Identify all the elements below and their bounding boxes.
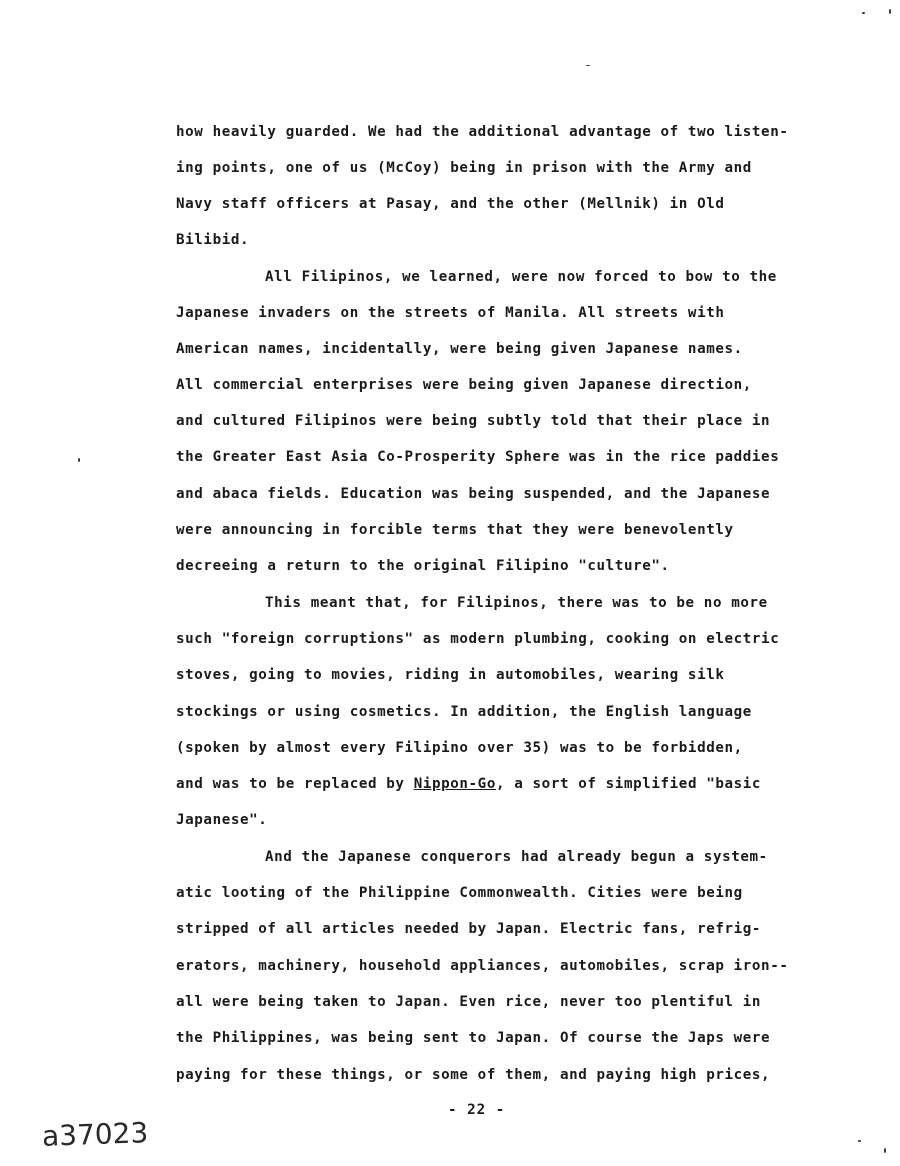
scan-speck: [862, 12, 865, 14]
scan-speck: [884, 1148, 886, 1153]
page-number: - 22 -: [448, 1102, 506, 1118]
text-line: All commercial enterprises were being given Japanese direction,: [176, 377, 752, 393]
text-segment: and was to be replaced by: [176, 776, 414, 792]
text-segment: , a sort of simplified "basic: [495, 776, 762, 792]
scan-speck: [858, 1140, 861, 1142]
text-line: paying for these things, or some of them, and paying high prices,: [176, 1067, 771, 1083]
text-line: decreeing a return to the original Filipino "culture".: [176, 558, 670, 574]
text-line: stockings or using cosmetics. In addition, the English language: [176, 704, 752, 720]
text-line: the Greater East Asia Co-Prosperity Sphere was in the rice paddies: [176, 449, 780, 465]
text-line: [176, 775, 761, 793]
text-line: and abaca fields. Education was being suspended, and the Japanese: [176, 486, 771, 502]
text-line: (spoken by almost every Filipino over 35) was to be forbidden,: [176, 740, 743, 756]
paragraph-first-line: All Filipinos, we learned, were now forced to bow to the: [265, 269, 777, 285]
text-line: all were being taken to Japan. Even rice, never too plentiful in: [176, 994, 762, 1010]
text-line: American names, incidentally, were being given Japanese names.: [176, 341, 743, 357]
scan-speck: [78, 458, 80, 462]
text-line: how heavily guarded. We had the additional advantage of two listen-: [176, 124, 789, 140]
underlined-term: Nippon-Go: [413, 776, 496, 792]
text-line: were announcing in forcible terms that they were benevolently: [176, 522, 734, 538]
scan-speck: [889, 9, 891, 14]
text-line: stoves, going to movies, riding in automobiles, wearing silk: [176, 667, 725, 683]
text-line: erators, machinery, household appliances, automobiles, scrap iron--: [176, 958, 789, 974]
text-line: such "foreign corruptions" as modern plumbing, cooking on electric: [176, 631, 780, 647]
handwritten-document-number: a37023: [41, 1116, 149, 1153]
text-line: atic looting of the Philippine Commonwealth. Cities were being: [176, 885, 743, 901]
text-line: Bilibid.: [176, 232, 250, 248]
text-line: stripped of all articles needed by Japan. Electric fans, refrig-: [176, 921, 762, 937]
scan-speck: [586, 65, 590, 66]
text-line: Japanese invaders on the streets of Manila. All streets with: [176, 305, 725, 321]
text-line: Japanese".: [176, 812, 268, 828]
text-line: and cultured Filipinos were being subtly told that their place in: [176, 413, 771, 429]
text-line: ing points, one of us (McCoy) being in prison with the Army and: [176, 160, 752, 176]
paragraph-first-line: This meant that, for Filipinos, there was to be no more: [265, 595, 768, 611]
text-line: the Philippines, was being sent to Japan. Of course the Japs were: [176, 1030, 771, 1046]
paragraph-first-line: And the Japanese conquerors had already begun a system-: [265, 849, 768, 865]
text-line: Navy staff officers at Pasay, and the other (Mellnik) in Old: [176, 196, 725, 212]
